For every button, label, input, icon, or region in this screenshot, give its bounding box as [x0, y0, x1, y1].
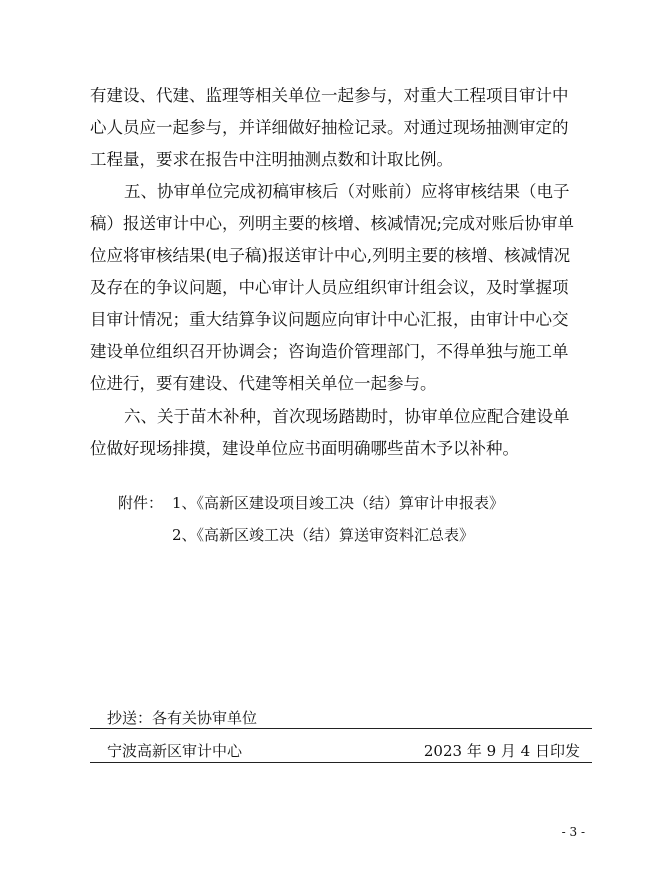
paragraph-line: 位做好现场排摸，建设单位应书面明确哪些苗木予以补种。 — [90, 439, 519, 458]
paragraph-line: 位进行，要有建设、代建等相关单位一起参与。 — [90, 374, 437, 393]
divider-line — [90, 728, 592, 729]
page-number: - 3 - — [561, 825, 585, 839]
paragraph-line: 心人员应一起参与，并详细做好抽检记录。对通过现场抽测审定的 — [90, 118, 569, 137]
issuer: 宁波高新区审计中心 — [107, 742, 243, 760]
paragraph-line: 目审计情况；重大结算争议问题应向审计中心汇报，由审计中心交 — [90, 310, 569, 329]
paragraph-line: 有建设、代建、监理等相关单位一起参与，对重大工程项目审计中 — [90, 86, 569, 105]
attachments-label: 附件： — [118, 494, 164, 512]
paragraph-line: 六、关于苗木补种，首次现场踏勘时，协审单位应配合建设单 — [124, 407, 570, 426]
paragraph-line: 五、协审单位完成初稿审核后（对账前）应将审核结果（电子 — [124, 182, 570, 201]
divider-line — [90, 762, 592, 763]
paragraph-line: 位应将审核结果(电子稿)报送审计中心,列明主要的核增、核减情况 — [90, 246, 571, 265]
attachment-item-2: 2、《高新区竣工决（结）算送审资料汇总表》 — [172, 526, 475, 544]
paragraph-line: 及存在的争议问题，中心审计人员应组织审计组会议，及时掌握项 — [90, 278, 569, 297]
paragraph-line: 建设单位组织召开协调会；咨询造价管理部门，不得单独与施工单 — [90, 342, 569, 361]
attachment-item-1: 1、《高新区建设项目竣工决（结）算审计申报表》 — [172, 494, 505, 512]
issue-date: 2023 年 9 月 4 日印发 — [423, 742, 580, 760]
paragraph-line: 稿）报送审计中心，列明主要的核增、核减情况;完成对账后协审单 — [90, 214, 575, 233]
cc-recipients: 抄送：各有关协审单位 — [107, 709, 258, 727]
paragraph-line: 工程量，要求在报告中注明抽测点数和计取比例。 — [90, 150, 453, 169]
